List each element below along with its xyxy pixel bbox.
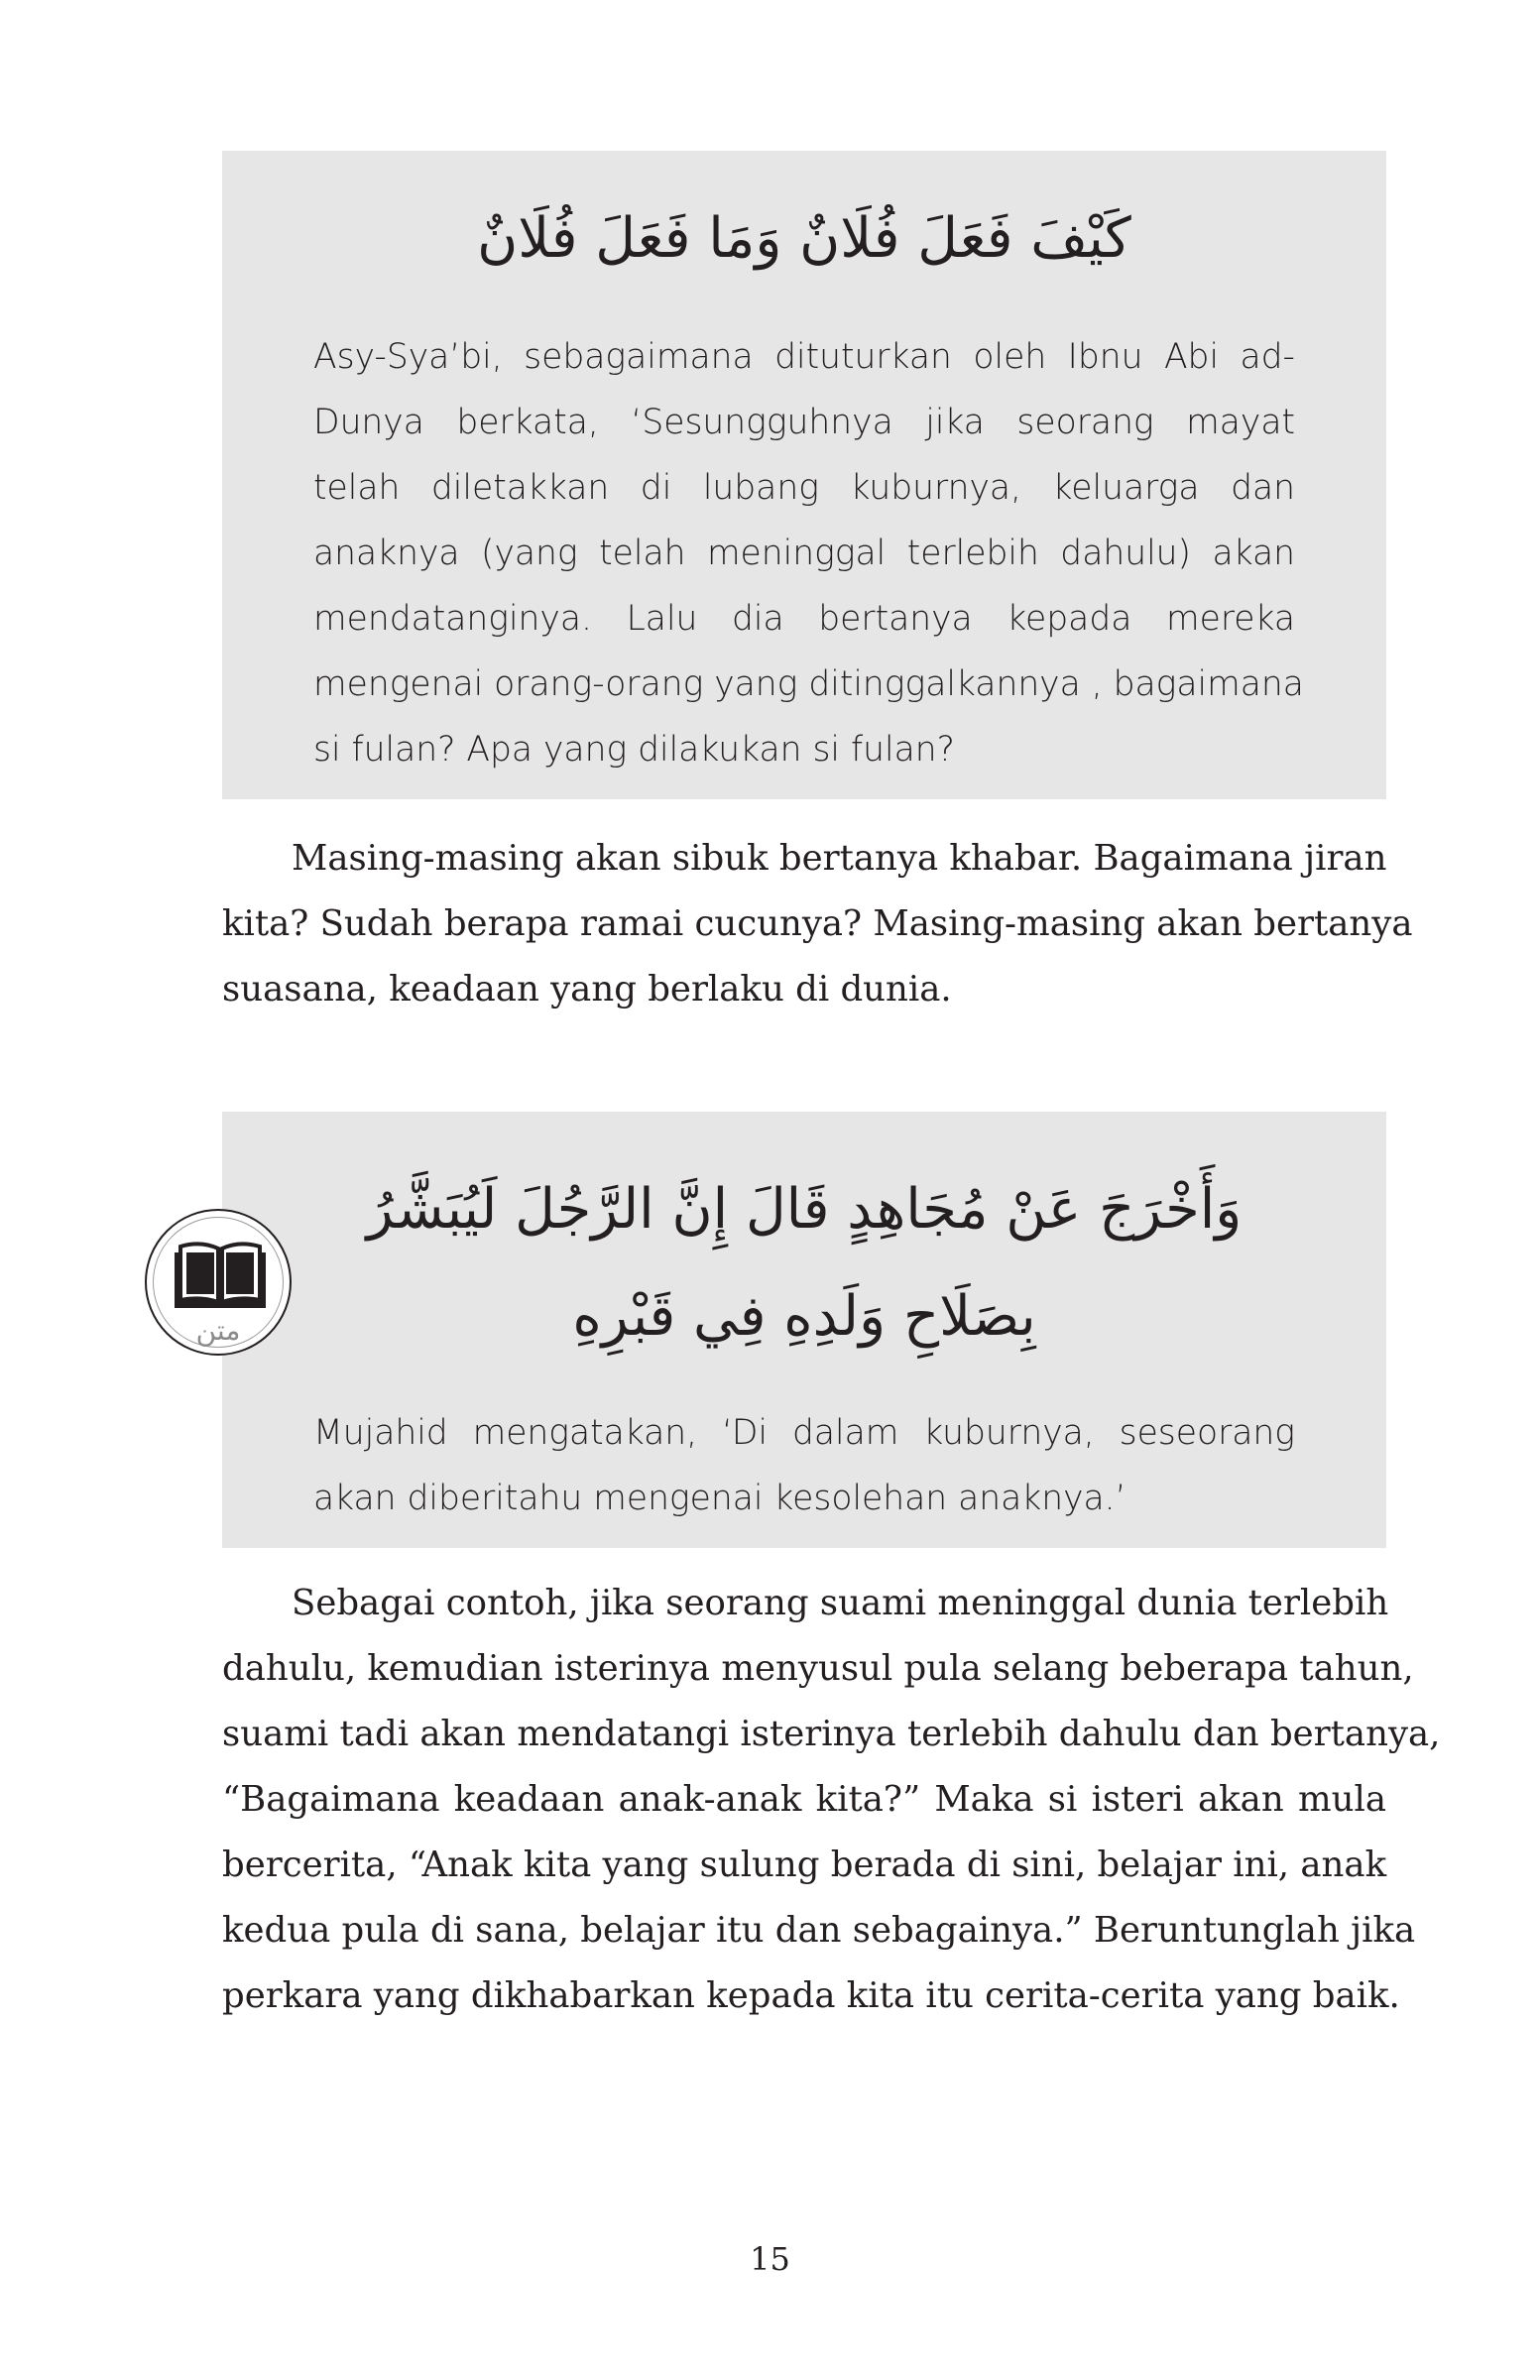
paragraph-1-line: Masing-masing akan sibuk bertanya khabar. Bagaimana jiran <box>292 838 1387 879</box>
translation-1-line: mengenai orang-orang yang ditinggalkannya , bagaimana <box>313 664 1304 704</box>
translation-1-line: mendatanginya. Lalu dia bertanya kepada mereka <box>313 599 1295 639</box>
matn-badge <box>145 1209 292 1356</box>
translation-1-line: anaknya (yang telah meninggal terlebih dahulu) akan <box>313 534 1295 573</box>
translation-1 <box>313 324 1304 782</box>
open-book-icon <box>173 1239 268 1314</box>
translation-1-line: Dunya berkata, ‘Sesungguhnya jika seorang mayat <box>313 403 1295 442</box>
translation-2 <box>313 1400 1295 1531</box>
translation-1-line: si fulan? Apa yang dilakukan si fulan? <box>313 730 955 770</box>
paragraph-2-line: kedua pula di sana, belajar itu dan sebagainya.” Beruntunglah jika <box>222 1910 1416 1951</box>
arabic-quote-2 <box>222 1156 1386 1370</box>
paragraph-2-line: bercerita, “Anak kita yang sulung berada di sini, belajar ini, anak <box>222 1844 1387 1885</box>
translation-2-line: akan diberitahu mengenai kesolehan anaknya.’ <box>313 1479 1126 1518</box>
paragraph-2-line: perkara yang dikhabarkan kepada kita itu cerita-cerita yang baik. <box>222 1975 1400 2016</box>
paragraph-1-line: suasana, keadaan yang berlaku di dunia. <box>222 969 952 1010</box>
body-paragraph-1 <box>222 826 1413 1022</box>
translation-1-line: telah diletakkan di lubang kuburnya, keluarga dan <box>313 468 1295 508</box>
paragraph-2-line: suami tadi akan mendatangi isterinya terlebih dahulu dan bertanya, <box>222 1714 1441 1754</box>
paragraph-2-line: dahulu, kemudian isterinya menyusul pula selang beberapa tahun, <box>222 1648 1414 1689</box>
arabic-quote-1: كَيْفَ فَعَلَ فُلَانٌ وَمَا فَعَلَ فُلَانٌ <box>477 206 1131 271</box>
paragraph-1-line: kita? Sudah berapa ramai cucunya? Masing-masing akan bertanya <box>222 903 1413 944</box>
page-number: 15 <box>750 2240 790 2278</box>
paragraph-2-line: “Bagaimana keadaan anak-anak kita?” Maka si isteri akan mula <box>222 1779 1386 1820</box>
matn-label: متن <box>195 1314 241 1347</box>
translation-1-line: Asy-Sya’bi, sebagaimana dituturkan oleh Ibnu Abi ad- <box>313 337 1295 377</box>
paragraph-2-line: Sebagai contoh, jika seorang suami meninggal dunia terlebih <box>292 1583 1389 1623</box>
arabic-quote-2-line: بِصَلَاحِ وَلَدِهِ فِي قَبْرِهِ <box>572 1284 1036 1349</box>
arabic-quote-2-line: وَأَخْرَجَ عَنْ مُجَاهِدٍ قَالَ إِنَّ الرَّجُلَ لَيُبَشَّرُ <box>366 1177 1243 1242</box>
body-paragraph-2 <box>222 1571 1441 2029</box>
translation-2-line: Mujahid mengatakan, ‘Di dalam kuburnya, seseorang <box>313 1413 1295 1453</box>
